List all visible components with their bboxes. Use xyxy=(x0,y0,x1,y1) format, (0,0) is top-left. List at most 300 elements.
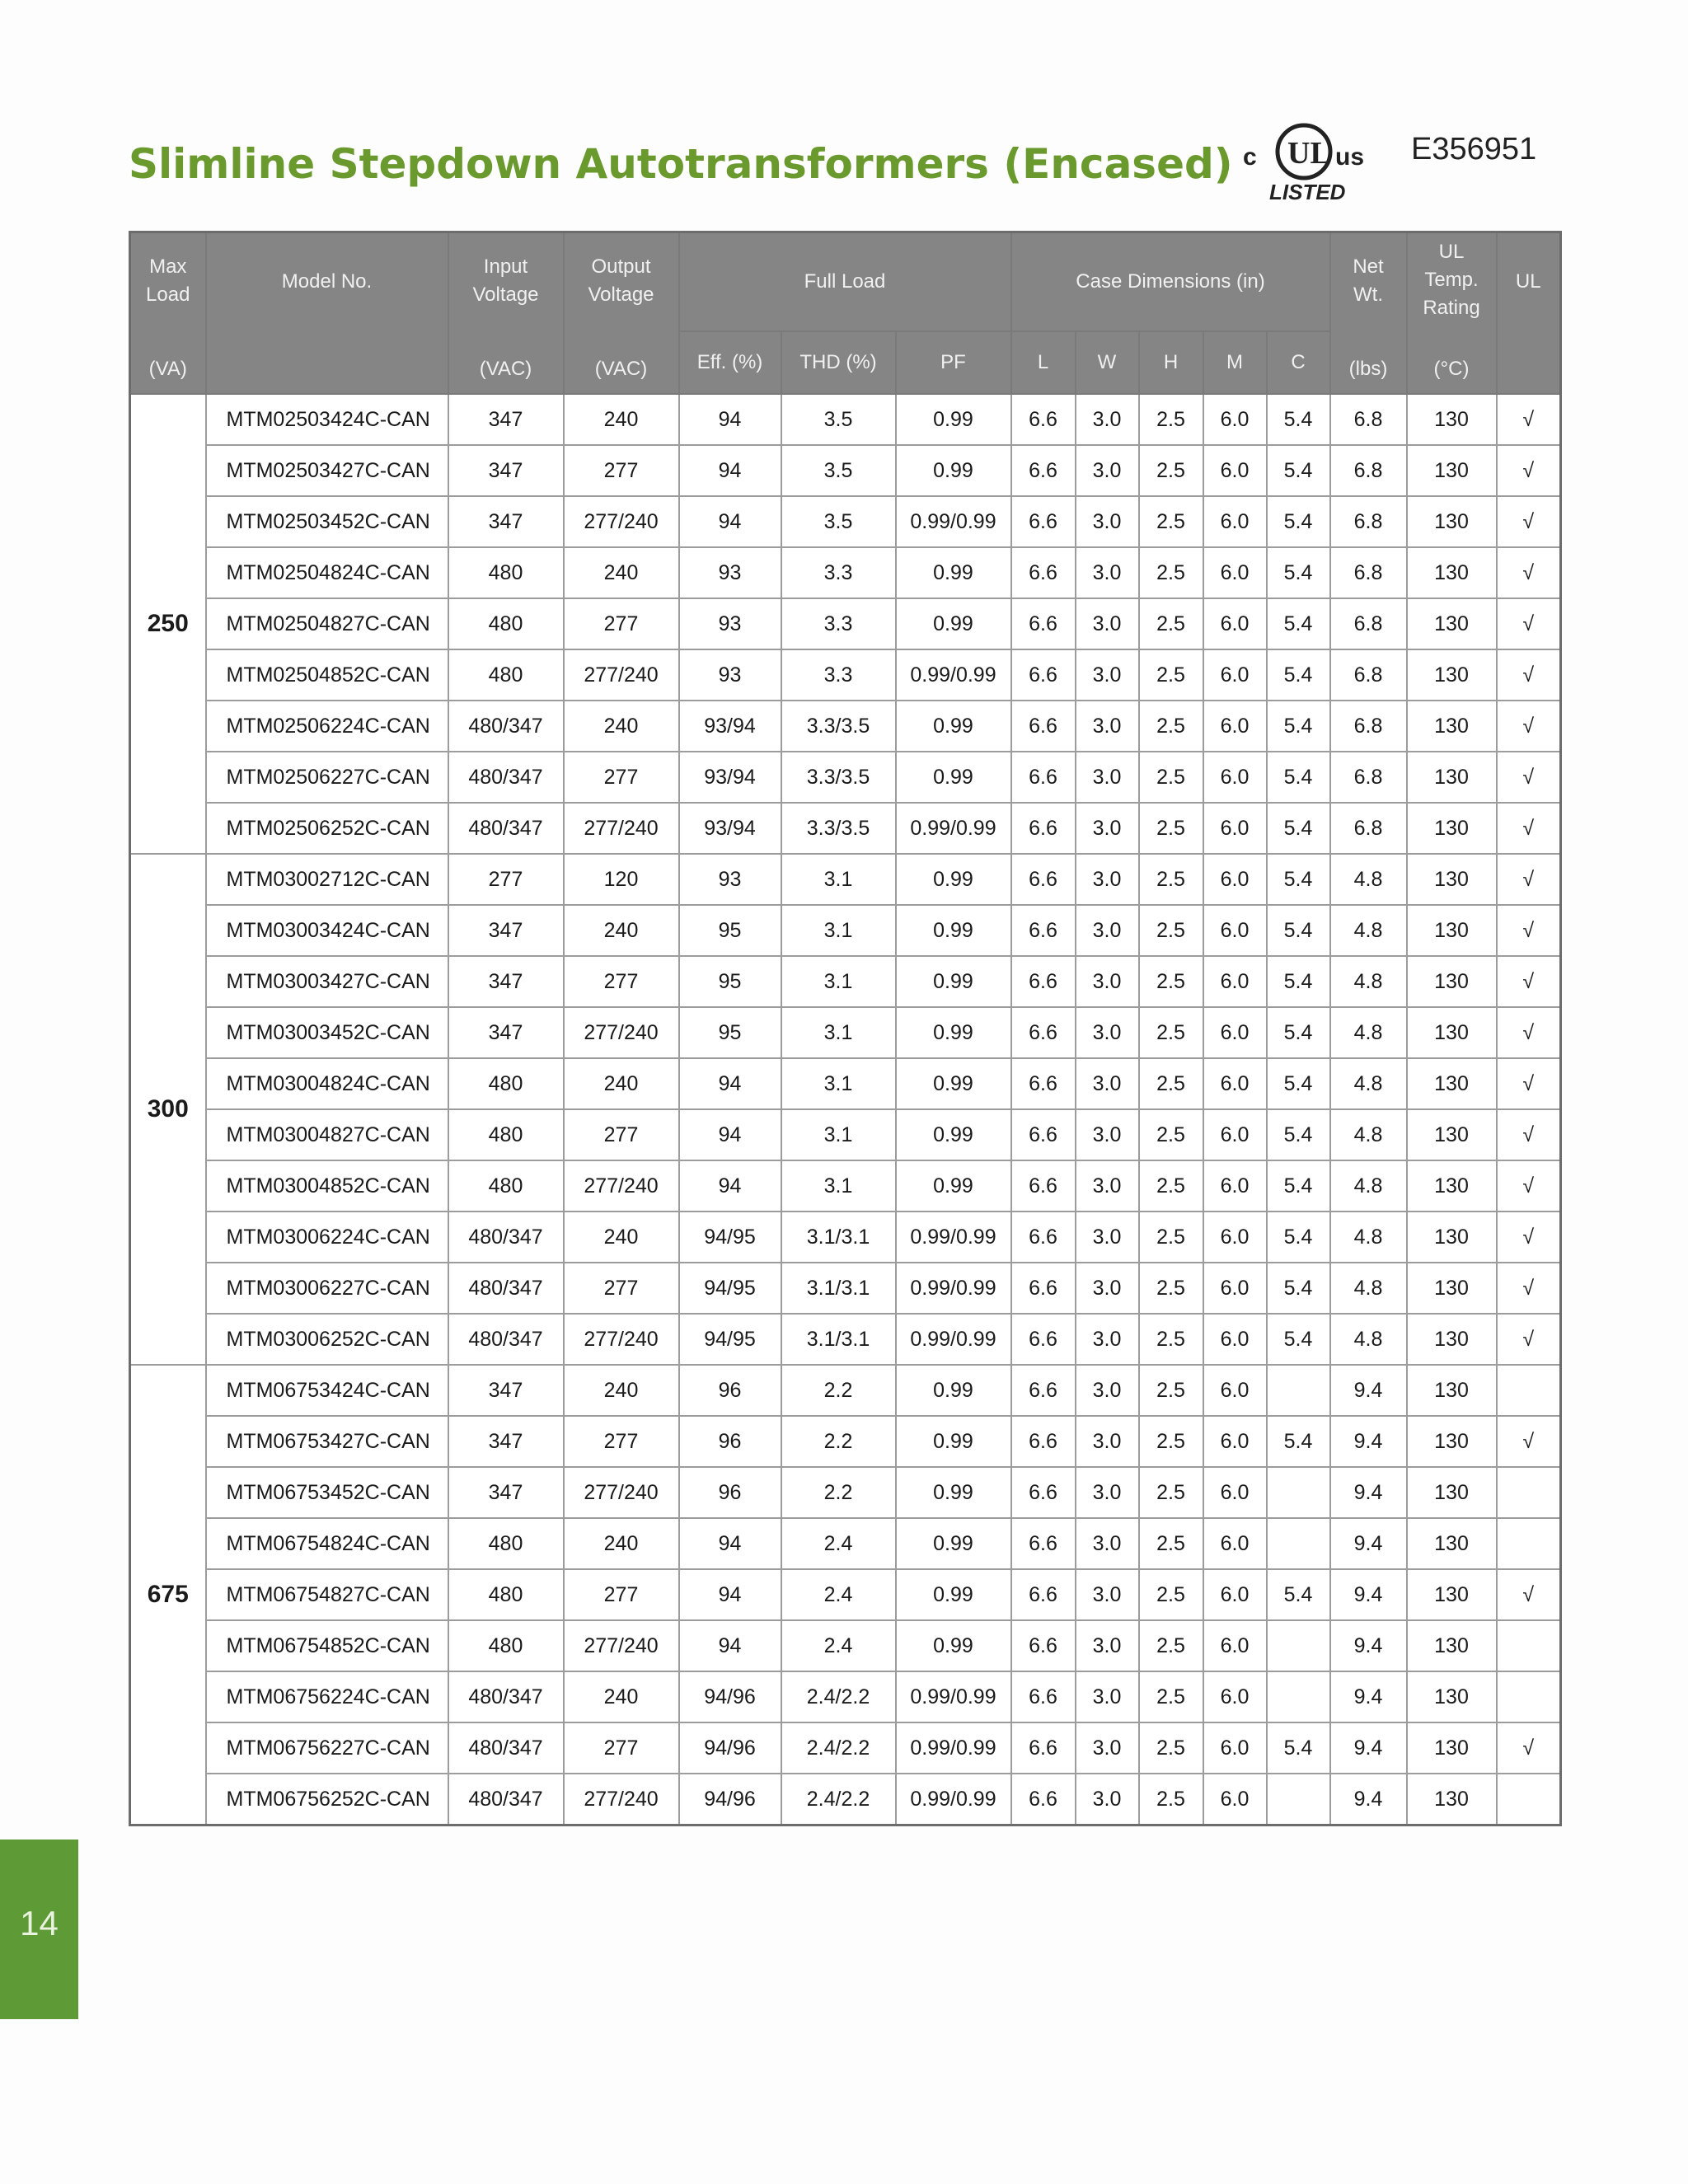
eff-cell: 94/96 xyxy=(679,1774,781,1825)
dim-w-cell: 3.0 xyxy=(1076,1620,1139,1671)
header-ul-temp-rating: UL Temp. Rating (°C) xyxy=(1407,232,1497,395)
ul-mark-cell: √ xyxy=(1497,854,1561,905)
header-pf: PF xyxy=(896,331,1011,394)
dim-c-cell: 5.4 xyxy=(1267,1722,1330,1774)
header-dim-w: W xyxy=(1076,331,1139,394)
dim-m-cell: 6.0 xyxy=(1203,1007,1267,1058)
thd-cell: 3.3/3.5 xyxy=(781,701,896,752)
dim-c-cell: 5.4 xyxy=(1267,1058,1330,1109)
dim-l-cell: 6.6 xyxy=(1011,1263,1076,1314)
ul-temp-cell: 130 xyxy=(1407,701,1497,752)
dim-w-cell: 3.0 xyxy=(1076,1518,1139,1569)
pf-cell: 0.99 xyxy=(896,1365,1011,1416)
dim-m-cell: 6.0 xyxy=(1203,1365,1267,1416)
net-weight-cell: 6.8 xyxy=(1330,701,1407,752)
dim-l-cell: 6.6 xyxy=(1011,1007,1076,1058)
dim-h-cell: 2.5 xyxy=(1139,1007,1203,1058)
model-cell: MTM02504827C-CAN xyxy=(206,598,448,649)
dim-h-cell: 2.5 xyxy=(1139,1365,1203,1416)
eff-cell: 94 xyxy=(679,1058,781,1109)
eff-cell: 94/95 xyxy=(679,1263,781,1314)
output-voltage-cell: 277/240 xyxy=(564,803,679,854)
thd-cell: 3.3 xyxy=(781,547,896,598)
pf-cell: 0.99/0.99 xyxy=(896,496,1011,547)
dim-l-cell: 6.6 xyxy=(1011,649,1076,701)
table-row xyxy=(130,1007,1561,1058)
ul-mark-cell: √ xyxy=(1497,1569,1561,1620)
dim-c-cell: 5.4 xyxy=(1267,547,1330,598)
output-voltage-cell: 240 xyxy=(564,905,679,956)
dim-w-cell: 3.0 xyxy=(1076,1467,1139,1518)
dim-w-cell: 3.0 xyxy=(1076,1212,1139,1263)
ul-temp-cell: 130 xyxy=(1407,445,1497,496)
dim-m-cell: 6.0 xyxy=(1203,956,1267,1007)
ul-mark-cell: √ xyxy=(1497,803,1561,854)
dim-l-cell: 6.6 xyxy=(1011,1569,1076,1620)
thd-cell: 2.2 xyxy=(781,1467,896,1518)
input-voltage-cell: 347 xyxy=(448,496,564,547)
net-weight-cell: 6.8 xyxy=(1330,598,1407,649)
ul-mark-cell: √ xyxy=(1497,1416,1561,1467)
dim-m-cell: 6.0 xyxy=(1203,1058,1267,1109)
output-voltage-cell: 240 xyxy=(564,1671,679,1722)
output-voltage-cell: 277 xyxy=(564,1263,679,1314)
ul-temp-cell: 130 xyxy=(1407,1722,1497,1774)
model-cell: MTM02503452C-CAN xyxy=(206,496,448,547)
table-row xyxy=(130,598,1561,649)
dim-m-cell: 6.0 xyxy=(1203,1569,1267,1620)
ul-mark-cell: √ xyxy=(1497,1314,1561,1365)
ul-mark-cell: √ xyxy=(1497,496,1561,547)
pf-cell: 0.99 xyxy=(896,445,1011,496)
pf-cell: 0.99 xyxy=(896,394,1011,445)
pf-cell: 0.99 xyxy=(896,1518,1011,1569)
dim-c-cell: 5.4 xyxy=(1267,1263,1330,1314)
pf-cell: 0.99 xyxy=(896,854,1011,905)
net-weight-cell: 4.8 xyxy=(1330,1109,1407,1160)
header-dim-l: L xyxy=(1011,331,1076,394)
ul-mark-cell: √ xyxy=(1497,1160,1561,1212)
table-row xyxy=(130,1109,1561,1160)
output-voltage-cell: 277 xyxy=(564,598,679,649)
output-voltage-cell: 277 xyxy=(564,1569,679,1620)
ul-temp-cell: 130 xyxy=(1407,1774,1497,1825)
model-cell: MTM06753452C-CAN xyxy=(206,1467,448,1518)
thd-cell: 3.1/3.1 xyxy=(781,1212,896,1263)
dim-m-cell: 6.0 xyxy=(1203,1160,1267,1212)
dim-l-cell: 6.6 xyxy=(1011,1620,1076,1671)
dim-m-cell: 6.0 xyxy=(1203,701,1267,752)
eff-cell: 94 xyxy=(679,1518,781,1569)
dim-c-cell xyxy=(1267,1774,1330,1825)
dim-m-cell: 6.0 xyxy=(1203,1314,1267,1365)
net-weight-cell: 6.8 xyxy=(1330,803,1407,854)
dim-l-cell: 6.6 xyxy=(1011,1314,1076,1365)
output-voltage-cell: 277 xyxy=(564,1416,679,1467)
input-voltage-cell: 480 xyxy=(448,1109,564,1160)
ul-mark-cell: √ xyxy=(1497,752,1561,803)
thd-cell: 3.5 xyxy=(781,496,896,547)
ul-temp-cell: 130 xyxy=(1407,1007,1497,1058)
dim-c-cell: 5.4 xyxy=(1267,1416,1330,1467)
output-voltage-cell: 240 xyxy=(564,394,679,445)
dim-h-cell: 2.5 xyxy=(1139,1467,1203,1518)
dim-h-cell: 2.5 xyxy=(1139,1212,1203,1263)
net-weight-cell: 6.8 xyxy=(1330,752,1407,803)
pf-cell: 0.99/0.99 xyxy=(896,1671,1011,1722)
dim-c-cell: 5.4 xyxy=(1267,854,1330,905)
ul-logo-c: c xyxy=(1243,143,1257,171)
net-weight-cell: 9.4 xyxy=(1330,1518,1407,1569)
dim-m-cell: 6.0 xyxy=(1203,649,1267,701)
eff-cell: 96 xyxy=(679,1467,781,1518)
dim-w-cell: 3.0 xyxy=(1076,701,1139,752)
eff-cell: 94/96 xyxy=(679,1671,781,1722)
header-model: Model No. xyxy=(206,232,448,395)
dim-w-cell: 3.0 xyxy=(1076,1671,1139,1722)
net-weight-cell: 9.4 xyxy=(1330,1620,1407,1671)
dim-h-cell: 2.5 xyxy=(1139,956,1203,1007)
ul-mark-cell: √ xyxy=(1497,598,1561,649)
header-case-dimensions: Case Dimensions (in) xyxy=(1011,232,1330,332)
header-full-load: Full Load xyxy=(679,232,1011,332)
dim-w-cell: 3.0 xyxy=(1076,598,1139,649)
dim-h-cell: 2.5 xyxy=(1139,803,1203,854)
model-cell: MTM03006224C-CAN xyxy=(206,1212,448,1263)
input-voltage-cell: 480/347 xyxy=(448,1212,564,1263)
dim-w-cell: 3.0 xyxy=(1076,1722,1139,1774)
dim-h-cell: 2.5 xyxy=(1139,547,1203,598)
dim-w-cell: 3.0 xyxy=(1076,394,1139,445)
header-dim-c: C xyxy=(1267,331,1330,394)
model-cell: MTM02504852C-CAN xyxy=(206,649,448,701)
dim-l-cell: 6.6 xyxy=(1011,547,1076,598)
table-row xyxy=(130,1722,1561,1774)
input-voltage-cell: 347 xyxy=(448,1007,564,1058)
eff-cell: 96 xyxy=(679,1416,781,1467)
input-voltage-cell: 480 xyxy=(448,1058,564,1109)
thd-cell: 2.4 xyxy=(781,1518,896,1569)
max-load-va-cell: 675 xyxy=(130,1365,206,1825)
dim-m-cell: 6.0 xyxy=(1203,547,1267,598)
net-weight-cell: 4.8 xyxy=(1330,1263,1407,1314)
dim-m-cell: 6.0 xyxy=(1203,1620,1267,1671)
dim-c-cell: 5.4 xyxy=(1267,956,1330,1007)
eff-cell: 93 xyxy=(679,854,781,905)
dim-h-cell: 2.5 xyxy=(1139,1620,1203,1671)
dim-l-cell: 6.6 xyxy=(1011,905,1076,956)
table-row xyxy=(130,1671,1561,1722)
ul-temp-cell: 130 xyxy=(1407,1314,1497,1365)
dim-m-cell: 6.0 xyxy=(1203,598,1267,649)
dim-l-cell: 6.6 xyxy=(1011,394,1076,445)
thd-cell: 2.4/2.2 xyxy=(781,1671,896,1722)
dim-l-cell: 6.6 xyxy=(1011,1518,1076,1569)
unit-celsius: (°C) xyxy=(1433,358,1470,380)
dim-w-cell: 3.0 xyxy=(1076,956,1139,1007)
net-weight-cell: 4.8 xyxy=(1330,1212,1407,1263)
dim-m-cell: 6.0 xyxy=(1203,1774,1267,1825)
dim-l-cell: 6.6 xyxy=(1011,445,1076,496)
dim-w-cell: 3.0 xyxy=(1076,445,1139,496)
output-voltage-cell: 277 xyxy=(564,1722,679,1774)
dim-w-cell: 3.0 xyxy=(1076,547,1139,598)
pf-cell: 0.99/0.99 xyxy=(896,1263,1011,1314)
output-voltage-cell: 277 xyxy=(564,752,679,803)
dim-c-cell: 5.4 xyxy=(1267,1007,1330,1058)
thd-cell: 3.1 xyxy=(781,854,896,905)
input-voltage-cell: 480 xyxy=(448,598,564,649)
dim-m-cell: 6.0 xyxy=(1203,1109,1267,1160)
input-voltage-cell: 347 xyxy=(448,394,564,445)
product-table xyxy=(129,231,1562,1826)
pf-cell: 0.99 xyxy=(896,956,1011,1007)
pf-cell: 0.99 xyxy=(896,1620,1011,1671)
thd-cell: 3.3 xyxy=(781,598,896,649)
model-cell: MTM03004824C-CAN xyxy=(206,1058,448,1109)
dim-w-cell: 3.0 xyxy=(1076,905,1139,956)
input-voltage-cell: 347 xyxy=(448,905,564,956)
ul-mark-cell xyxy=(1497,1671,1561,1722)
ul-mark-cell: √ xyxy=(1497,1722,1561,1774)
thd-cell: 3.1 xyxy=(781,1007,896,1058)
table-row xyxy=(130,956,1561,1007)
ul-temp-cell: 130 xyxy=(1407,1160,1497,1212)
output-voltage-cell: 240 xyxy=(564,1365,679,1416)
net-weight-cell: 4.8 xyxy=(1330,854,1407,905)
ul-temp-cell: 130 xyxy=(1407,1671,1497,1722)
page-title: Slimline Stepdown Autotransformers (Encased) xyxy=(129,140,1233,188)
thd-cell: 3.3 xyxy=(781,649,896,701)
output-voltage-cell: 277 xyxy=(564,956,679,1007)
dim-c-cell: 5.4 xyxy=(1267,649,1330,701)
eff-cell: 94 xyxy=(679,496,781,547)
dim-l-cell: 6.6 xyxy=(1011,1160,1076,1212)
input-voltage-cell: 347 xyxy=(448,1365,564,1416)
ul-mark-cell: √ xyxy=(1497,956,1561,1007)
eff-cell: 93 xyxy=(679,649,781,701)
dim-m-cell: 6.0 xyxy=(1203,752,1267,803)
pf-cell: 0.99 xyxy=(896,1569,1011,1620)
table-row xyxy=(130,1518,1561,1569)
unit-lbs: (lbs) xyxy=(1348,358,1388,380)
eff-cell: 93/94 xyxy=(679,803,781,854)
table-row xyxy=(130,547,1561,598)
dim-l-cell: 6.6 xyxy=(1011,854,1076,905)
dim-l-cell: 6.6 xyxy=(1011,1365,1076,1416)
eff-cell: 93/94 xyxy=(679,752,781,803)
input-voltage-cell: 480 xyxy=(448,649,564,701)
net-weight-cell: 6.8 xyxy=(1330,394,1407,445)
thd-cell: 3.1 xyxy=(781,1058,896,1109)
dim-w-cell: 3.0 xyxy=(1076,1160,1139,1212)
pf-cell: 0.99/0.99 xyxy=(896,803,1011,854)
dim-h-cell: 2.5 xyxy=(1139,598,1203,649)
table-row xyxy=(130,1263,1561,1314)
dim-m-cell: 6.0 xyxy=(1203,1212,1267,1263)
dim-w-cell: 3.0 xyxy=(1076,854,1139,905)
thd-cell: 3.1 xyxy=(781,956,896,1007)
output-voltage-cell: 277 xyxy=(564,1109,679,1160)
ul-mark-cell: √ xyxy=(1497,1007,1561,1058)
pf-cell: 0.99/0.99 xyxy=(896,1774,1011,1825)
max-load-va-cell: 250 xyxy=(130,394,206,854)
thd-cell: 2.4/2.2 xyxy=(781,1722,896,1774)
pf-cell: 0.99 xyxy=(896,547,1011,598)
net-weight-cell: 4.8 xyxy=(1330,1314,1407,1365)
output-voltage-cell: 240 xyxy=(564,547,679,598)
ul-mark-cell xyxy=(1497,1518,1561,1569)
thd-cell: 3.1 xyxy=(781,905,896,956)
eff-cell: 94 xyxy=(679,445,781,496)
dim-m-cell: 6.0 xyxy=(1203,445,1267,496)
net-weight-cell: 9.4 xyxy=(1330,1774,1407,1825)
input-voltage-cell: 480 xyxy=(448,1160,564,1212)
dim-w-cell: 3.0 xyxy=(1076,496,1139,547)
dim-c-cell: 5.4 xyxy=(1267,803,1330,854)
dim-l-cell: 6.6 xyxy=(1011,1212,1076,1263)
pf-cell: 0.99/0.99 xyxy=(896,649,1011,701)
header-max-load: Max Load (VA) xyxy=(130,232,206,395)
dim-m-cell: 6.0 xyxy=(1203,854,1267,905)
certification-number: E356951 xyxy=(1411,132,1537,166)
table-row xyxy=(130,1416,1561,1467)
model-cell: MTM06756224C-CAN xyxy=(206,1671,448,1722)
dim-c-cell: 5.4 xyxy=(1267,701,1330,752)
dim-h-cell: 2.5 xyxy=(1139,1416,1203,1467)
dim-c-cell: 5.4 xyxy=(1267,752,1330,803)
ul-listed-logo xyxy=(1236,115,1372,206)
output-voltage-cell: 277/240 xyxy=(564,1314,679,1365)
ul-temp-cell: 130 xyxy=(1407,1569,1497,1620)
model-cell: MTM03003424C-CAN xyxy=(206,905,448,956)
table-row xyxy=(130,1467,1561,1518)
input-voltage-cell: 277 xyxy=(448,854,564,905)
eff-cell: 93/94 xyxy=(679,701,781,752)
header-dim-m: M xyxy=(1203,331,1267,394)
net-weight-cell: 6.8 xyxy=(1330,445,1407,496)
dim-h-cell: 2.5 xyxy=(1139,701,1203,752)
output-voltage-cell: 277/240 xyxy=(564,1620,679,1671)
input-voltage-cell: 480 xyxy=(448,1569,564,1620)
dim-w-cell: 3.0 xyxy=(1076,649,1139,701)
table-row xyxy=(130,1314,1561,1365)
pf-cell: 0.99 xyxy=(896,1058,1011,1109)
header-output-voltage: Output Voltage (VAC) xyxy=(564,232,679,395)
pf-cell: 0.99/0.99 xyxy=(896,1314,1011,1365)
dim-c-cell: 5.4 xyxy=(1267,905,1330,956)
pf-cell: 0.99 xyxy=(896,905,1011,956)
ul-temp-cell: 130 xyxy=(1407,1109,1497,1160)
net-weight-cell: 9.4 xyxy=(1330,1467,1407,1518)
dim-c-cell xyxy=(1267,1365,1330,1416)
thd-cell: 3.1/3.1 xyxy=(781,1263,896,1314)
thd-cell: 2.4 xyxy=(781,1569,896,1620)
pf-cell: 0.99/0.99 xyxy=(896,1212,1011,1263)
dim-c-cell: 5.4 xyxy=(1267,1314,1330,1365)
ul-temp-cell: 130 xyxy=(1407,752,1497,803)
unit-input-vac: (VAC) xyxy=(479,358,532,380)
thd-cell: 3.5 xyxy=(781,445,896,496)
table-row xyxy=(130,1620,1561,1671)
ul-temp-cell: 130 xyxy=(1407,1620,1497,1671)
eff-cell: 95 xyxy=(679,905,781,956)
dim-c-cell xyxy=(1267,1467,1330,1518)
eff-cell: 94 xyxy=(679,1160,781,1212)
ul-mark-cell xyxy=(1497,1365,1561,1416)
dim-w-cell: 3.0 xyxy=(1076,1569,1139,1620)
input-voltage-cell: 480 xyxy=(448,1620,564,1671)
model-cell: MTM02506224C-CAN xyxy=(206,701,448,752)
input-voltage-cell: 347 xyxy=(448,1467,564,1518)
header-net-weight: Net Wt. (lbs) xyxy=(1330,232,1407,395)
input-voltage-cell: 480/347 xyxy=(448,1671,564,1722)
ul-mark-cell xyxy=(1497,1774,1561,1825)
dim-h-cell: 2.5 xyxy=(1139,1314,1203,1365)
header-dim-h: H xyxy=(1139,331,1203,394)
model-cell: MTM03004852C-CAN xyxy=(206,1160,448,1212)
dim-l-cell: 6.6 xyxy=(1011,1467,1076,1518)
dim-h-cell: 2.5 xyxy=(1139,905,1203,956)
output-voltage-cell: 277/240 xyxy=(564,649,679,701)
dim-l-cell: 6.6 xyxy=(1011,1774,1076,1825)
table-row xyxy=(130,1058,1561,1109)
model-cell: MTM06756252C-CAN xyxy=(206,1774,448,1825)
ul-temp-cell: 130 xyxy=(1407,547,1497,598)
eff-cell: 94 xyxy=(679,1620,781,1671)
dim-c-cell: 5.4 xyxy=(1267,598,1330,649)
pf-cell: 0.99/0.99 xyxy=(896,1722,1011,1774)
table-row xyxy=(130,803,1561,854)
table-row xyxy=(130,701,1561,752)
model-cell: MTM03003452C-CAN xyxy=(206,1007,448,1058)
table-row xyxy=(130,1160,1561,1212)
input-voltage-cell: 480/347 xyxy=(448,752,564,803)
dim-m-cell: 6.0 xyxy=(1203,1416,1267,1467)
net-weight-cell: 4.8 xyxy=(1330,956,1407,1007)
dim-w-cell: 3.0 xyxy=(1076,1007,1139,1058)
dim-c-cell: 5.4 xyxy=(1267,1212,1330,1263)
dim-h-cell: 2.5 xyxy=(1139,394,1203,445)
dim-m-cell: 6.0 xyxy=(1203,1671,1267,1722)
dim-m-cell: 6.0 xyxy=(1203,905,1267,956)
model-cell: MTM06753427C-CAN xyxy=(206,1416,448,1467)
model-cell: MTM06753424C-CAN xyxy=(206,1365,448,1416)
dim-w-cell: 3.0 xyxy=(1076,1774,1139,1825)
net-weight-cell: 6.8 xyxy=(1330,547,1407,598)
net-weight-cell: 9.4 xyxy=(1330,1569,1407,1620)
dim-l-cell: 6.6 xyxy=(1011,752,1076,803)
header-eff: Eff. (%) xyxy=(679,331,781,394)
ul-mark-cell: √ xyxy=(1497,1109,1561,1160)
table-row xyxy=(130,854,1561,905)
input-voltage-cell: 480 xyxy=(448,1518,564,1569)
ul-mark-cell: √ xyxy=(1497,701,1561,752)
dim-m-cell: 6.0 xyxy=(1203,496,1267,547)
input-voltage-cell: 347 xyxy=(448,445,564,496)
model-cell: MTM02503427C-CAN xyxy=(206,445,448,496)
net-weight-cell: 9.4 xyxy=(1330,1416,1407,1467)
table-row xyxy=(130,1569,1561,1620)
net-weight-cell: 6.8 xyxy=(1330,496,1407,547)
net-weight-cell: 4.8 xyxy=(1330,1058,1407,1109)
eff-cell: 96 xyxy=(679,1365,781,1416)
dim-l-cell: 6.6 xyxy=(1011,496,1076,547)
net-weight-cell: 9.4 xyxy=(1330,1671,1407,1722)
input-voltage-cell: 480/347 xyxy=(448,1722,564,1774)
model-cell: MTM03003427C-CAN xyxy=(206,956,448,1007)
output-voltage-cell: 277/240 xyxy=(564,496,679,547)
